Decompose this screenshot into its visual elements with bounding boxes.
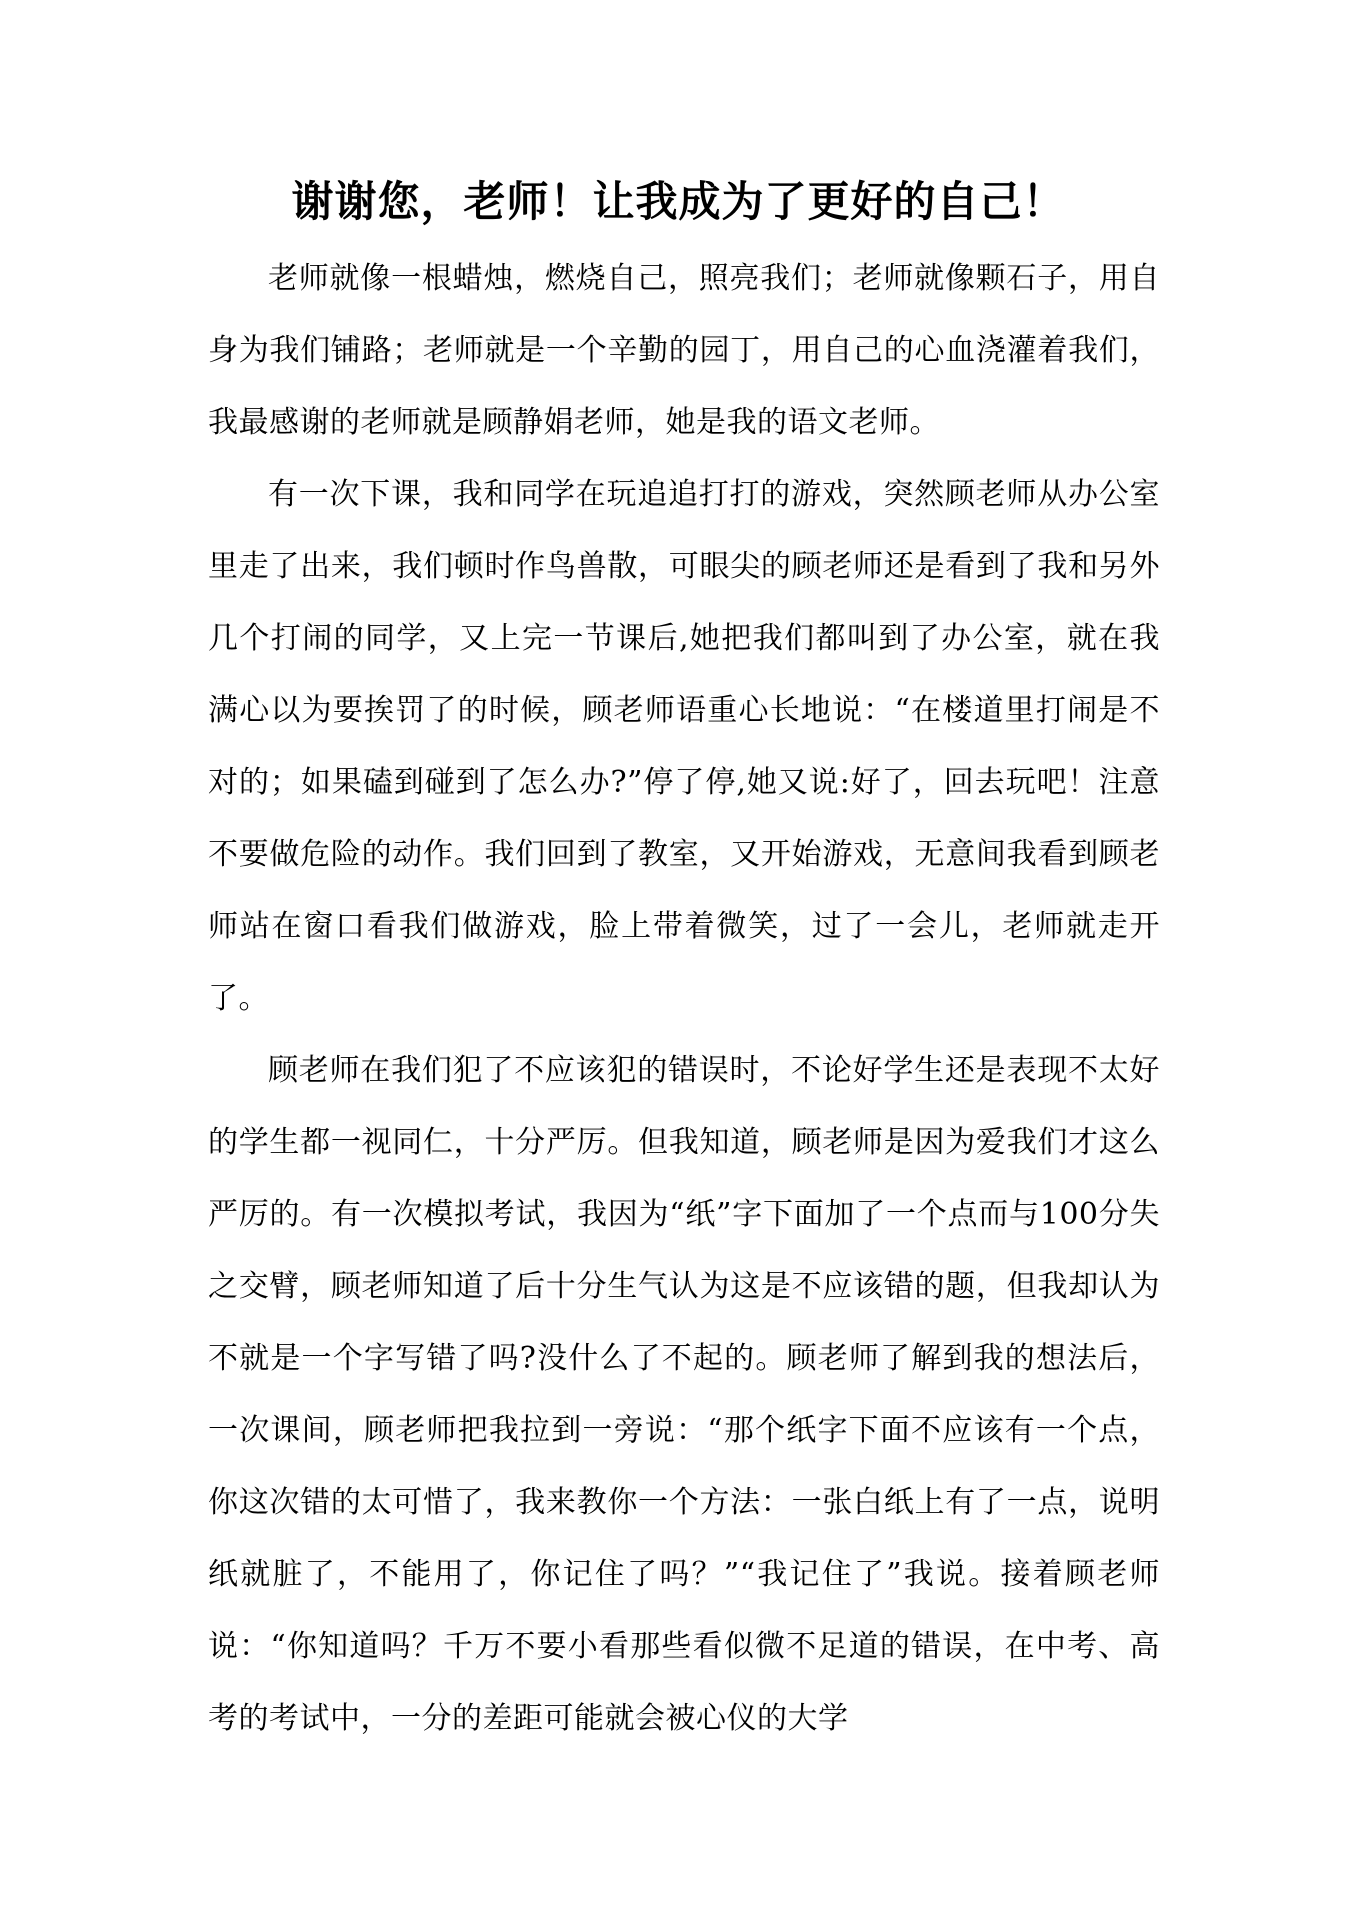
paragraph-1: 老师就像一根蜡烛，燃烧自己，照亮我们；老师就像颗石子，用自身为我们铺路；老师就是一个辛勤的园丁，用自己的心血浇灌着我们，我最感谢的老师就是顾静娟老师，她是我的语文老师。: [208, 261, 1160, 440]
document-body: [208, 243, 1160, 1755]
paragraph-2: 有一次下课，我和同学在玩追追打打的游戏，突然顾老师从办公室里走了出来，我们顿时作鸟兽散，可眼尖的顾老师还是看到了我和另外几个打闹的同学，又上完一节课后,她把我们都叫到了办公室，就在我满心以为要挨罚了的时候，顾老师语重心长地说：“在楼道里打闹是不对的；如果磕到碰到了怎么办?”停了停,她又说:好了，回去玩吧！注意不要做危险的动作。我们回到了教室，又开始游戏，无意间我看到顾老师站在窗口看我们做游戏，脸上带着微笑，过了一会儿，老师就走开了。: [208, 477, 1160, 1016]
document-title: 谢谢您，老师！让我成为了更好的自己！: [291, 177, 1066, 226]
paragraph-3: 顾老师在我们犯了不应该犯的错误时，不论好学生还是表现不太好的学生都一视同仁，十分严厉。但我知道，顾老师是因为爱我们才这么严厉的。有一次模拟考试，我因为“纸”字下面加了一个点而与100分失之交臂，顾老师知道了后十分生气认为这是不应该错的题，但我却认为不就是一个字写错了吗?没什么了不起的。顾老师了解到我的想法后，一次课间，顾老师把我拉到一旁说：“那个纸字下面不应该有一个点，你这次错的太可惜了，我来教你一个方法：一张白纸上有了一点，说明纸就脏了，不能用了，你记住了吗？”“我记住了”我说。接着顾老师说：“你知道吗？千万不要小看那些看似微不足道的错误，在中考、高考的考试中，一分的差距可能就会被心仪的大学: [208, 1053, 1160, 1736]
